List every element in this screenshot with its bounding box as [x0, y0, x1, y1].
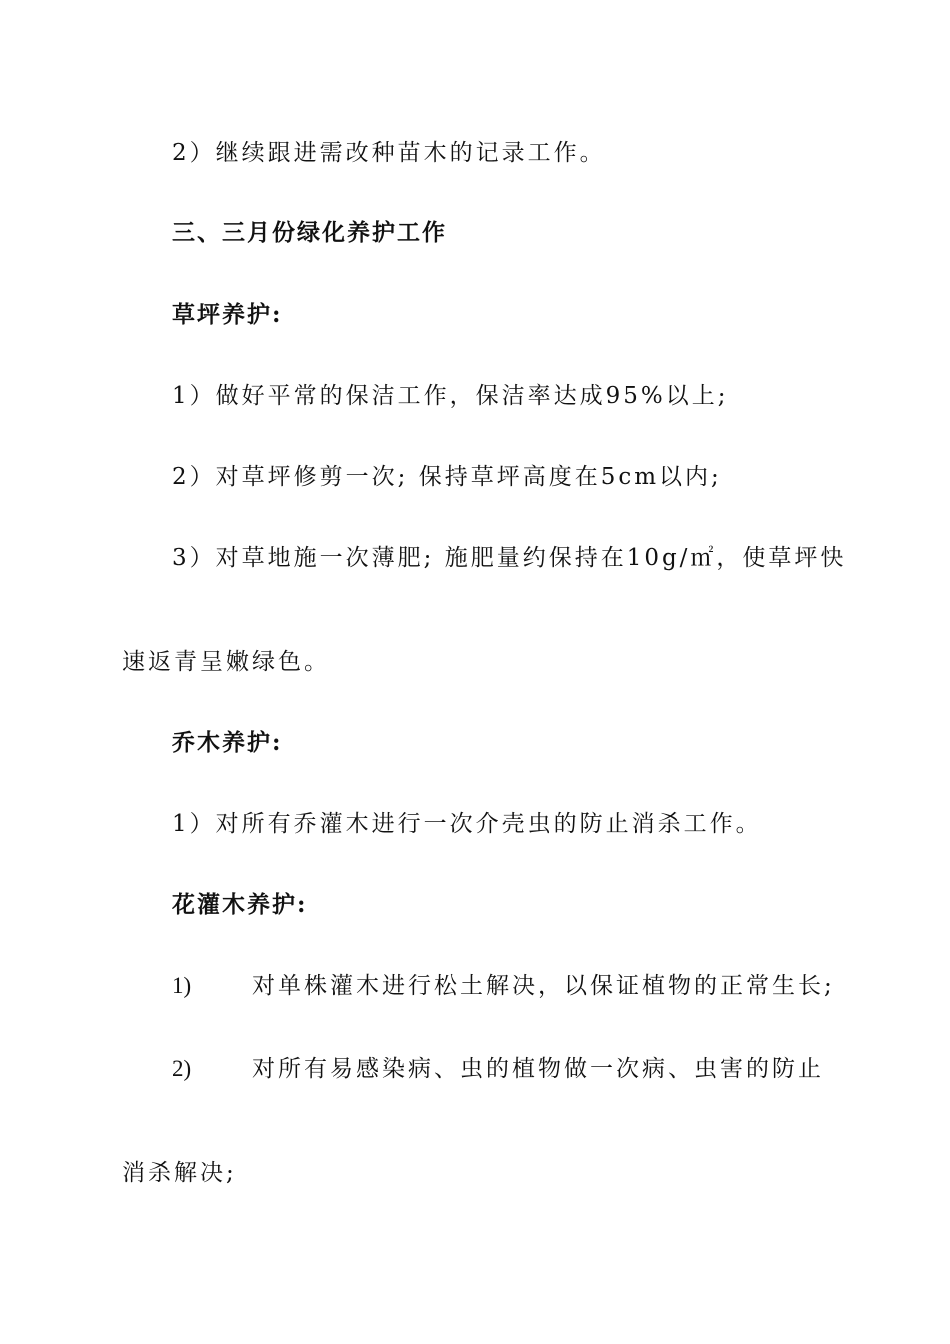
list-item-record: 2）继续跟进需改种苗木的记录工作。 [172, 140, 606, 166]
shrub-item-2-text: 对所有易感染病、虫的植物做一次病、虫害的防止 [252, 1056, 824, 1082]
lawn-item-2: 2）对草坪修剪一次; 保持草坪高度在5cm以内; [172, 464, 722, 490]
shrub-item-1-text: 对单株灌木进行松土解决，以保证植物的正常生长; [252, 973, 835, 999]
tree-heading: 乔木养护: [172, 729, 283, 756]
shrub-item-2-number: 2) [172, 1056, 192, 1081]
lawn-item-3: 3）对草地施一次薄肥; 施肥量约保持在10g/㎡，使草坪快 [172, 545, 847, 571]
shrub-item-2-continued: 消杀解决; [122, 1160, 237, 1186]
shrub-item-1-number: 1) [172, 973, 192, 998]
tree-item-1: 1）对所有乔灌木进行一次介壳虫的防止消杀工作。 [172, 811, 762, 837]
lawn-item-1: 1）做好平常的保洁工作，保洁率达成95%以上; [172, 383, 729, 409]
shrub-heading: 花灌木养护: [172, 891, 308, 918]
section-heading: 三、三月份绿化养护工作 [172, 219, 447, 246]
lawn-item-3-continued: 速返青呈嫩绿色。 [122, 649, 330, 675]
lawn-heading: 草坪养护: [172, 301, 283, 328]
